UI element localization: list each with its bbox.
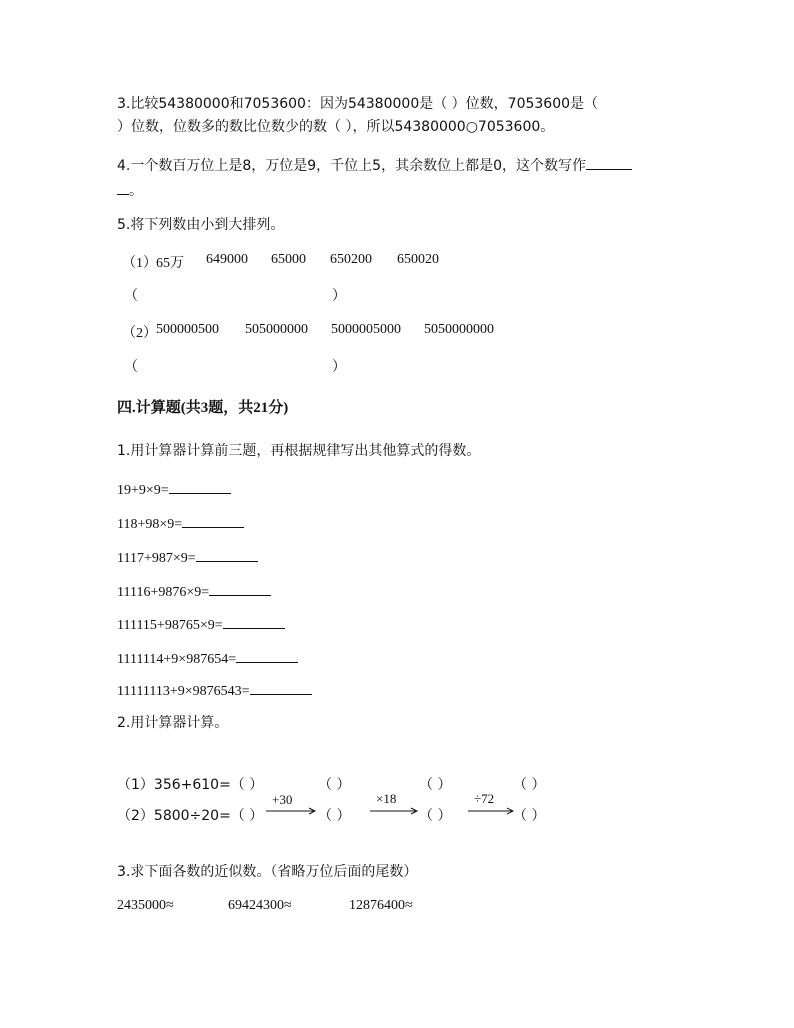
answer-blank[interactable] bbox=[236, 648, 298, 663]
q5-part1-number: 650200 bbox=[330, 252, 372, 267]
calc1-item: 11111113+9×9876543= bbox=[117, 680, 312, 702]
calc1-title: 1.用计算器计算前三题，再根据规律写出其他算式的得数。 bbox=[117, 443, 481, 459]
q5-part1-number: 65000 bbox=[271, 252, 306, 267]
section-heading: 四.计算题(共3题，共21分) bbox=[117, 400, 289, 416]
q4-period: 。 bbox=[129, 183, 143, 199]
calc2-row1-blank[interactable]: （ ） bbox=[318, 777, 351, 793]
answer-blank[interactable] bbox=[223, 614, 285, 629]
q3-line2: ）位数，位数多的数比位数少的数（ ），所以54380000○7053600。 bbox=[117, 119, 555, 135]
right-arrow-icon bbox=[370, 806, 420, 816]
q5-part2-number: 505000000 bbox=[245, 322, 308, 337]
calc2-op-plus30: +30 bbox=[272, 792, 293, 807]
right-arrow-icon bbox=[266, 806, 318, 816]
calc2-row2-expr: （2）5800÷20=（ ） bbox=[117, 808, 264, 824]
q5-part2-label: （2） bbox=[122, 326, 157, 341]
calc2-op-times18: ×18 bbox=[376, 791, 397, 806]
calc1-item: 1111114+9×987654= bbox=[117, 648, 298, 670]
q5-title: 5.将下列数由小到大排列。 bbox=[117, 217, 285, 233]
q5-part1-number: 65万 bbox=[156, 256, 184, 271]
calc1-item: 111115+98765×9= bbox=[117, 614, 285, 636]
answer-blank[interactable] bbox=[169, 479, 231, 494]
q4-answer-blank-cont[interactable] bbox=[117, 180, 129, 195]
calc2-row2-blank[interactable]: （ ） bbox=[318, 808, 351, 824]
calc2-row1-blank[interactable]: （ ） bbox=[419, 777, 452, 793]
calc2-title: 2.用计算器计算。 bbox=[117, 715, 229, 731]
calc2-row2-blank[interactable]: （ ） bbox=[513, 808, 546, 824]
calc1-item: 11116+9876×9= bbox=[117, 581, 271, 603]
answer-blank[interactable] bbox=[182, 513, 244, 528]
q5-part1-number: 649000 bbox=[206, 252, 248, 267]
q4-line1 bbox=[117, 155, 632, 176]
answer-blank[interactable] bbox=[250, 680, 312, 695]
q5-part2-number: 5050000000 bbox=[424, 322, 494, 337]
q3-line1: 3.比较54380000和7053600：因为54380000是（ ）位数，7053600是（ bbox=[117, 96, 599, 112]
calc1-item: 19+9×9= bbox=[117, 479, 231, 501]
q5-part2-close-paren: ） bbox=[332, 359, 346, 375]
q5-part2-number: 500000500 bbox=[156, 322, 219, 337]
calc3-item: 69424300≈ bbox=[228, 898, 292, 913]
q5-part1-label: （1） bbox=[122, 256, 157, 271]
answer-blank[interactable] bbox=[196, 547, 258, 562]
calc1-item: 118+98×9= bbox=[117, 513, 244, 535]
calc2-op-div72: ÷72 bbox=[474, 791, 495, 806]
right-arrow-icon bbox=[468, 806, 516, 816]
q5-part1-number: 650020 bbox=[397, 252, 439, 267]
q5-part2-open-paren: （ bbox=[124, 359, 138, 375]
q4-answer-blank[interactable] bbox=[586, 155, 632, 170]
q4-text: 4.一个数百万位上是8，万位是9，千位上5，其余数位上都是0，这个数写作 bbox=[117, 158, 586, 174]
calc2-row2-blank[interactable]: （ ） bbox=[419, 808, 452, 824]
calc3-item: 2435000≈ bbox=[117, 898, 174, 913]
q4-line2 bbox=[117, 180, 143, 201]
calc3-item: 12876400≈ bbox=[349, 898, 413, 913]
q5-part1-open-paren: （ bbox=[124, 288, 138, 304]
calc3-title: 3.求下面各数的近似数。（省略万位后面的尾数） bbox=[117, 864, 418, 880]
answer-blank[interactable] bbox=[209, 581, 271, 596]
calc2-row1-blank[interactable]: （ ） bbox=[513, 777, 546, 793]
q5-part1-close-paren: ） bbox=[332, 288, 346, 304]
calc2-row1-expr: （1）356+610=（ ） bbox=[117, 777, 264, 793]
calc1-item: 1117+987×9= bbox=[117, 547, 258, 569]
q5-part2-number: 5000005000 bbox=[331, 322, 401, 337]
